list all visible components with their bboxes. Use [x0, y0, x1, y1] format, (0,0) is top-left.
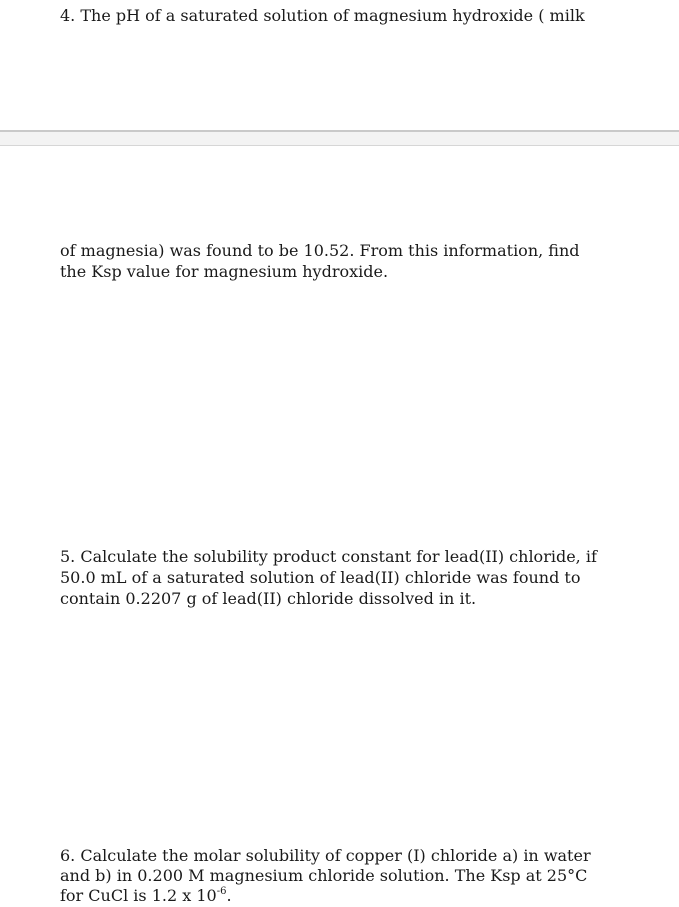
question-5-line-2: 50.0 mL of a saturated solution of lead(II) chloride was found to: [60, 568, 581, 587]
question-6-line-2: and b) in 0.200 M magnesium chloride solution. The Ksp at 25°C: [60, 866, 588, 885]
question-6-line-1: 6. Calculate the molar solubility of copper (I) chloride a) in water: [60, 846, 591, 865]
question-4-line-1: 4. The pH of a saturated solution of magnesium hydroxide ( milk: [60, 6, 585, 25]
question-4-line-3: the Ksp value for magnesium hydroxide.: [60, 262, 389, 281]
question-5-line-3: contain 0.2207 g of lead(II) chloride dissolved in it.: [60, 589, 477, 608]
question-4-line-2: of magnesia) was found to be 10.52. From this information, find: [60, 241, 580, 260]
question-5-line-1: 5. Calculate the solubility product constant for lead(II) chloride, if: [60, 547, 597, 566]
page-break-divider: [0, 130, 679, 146]
question-6-line-3: [60, 886, 232, 906]
exponent: -6: [216, 885, 227, 897]
question-6-line-3-text: for CuCl is 1.2 x 10: [60, 886, 217, 905]
trailing-period: .: [226, 886, 232, 905]
